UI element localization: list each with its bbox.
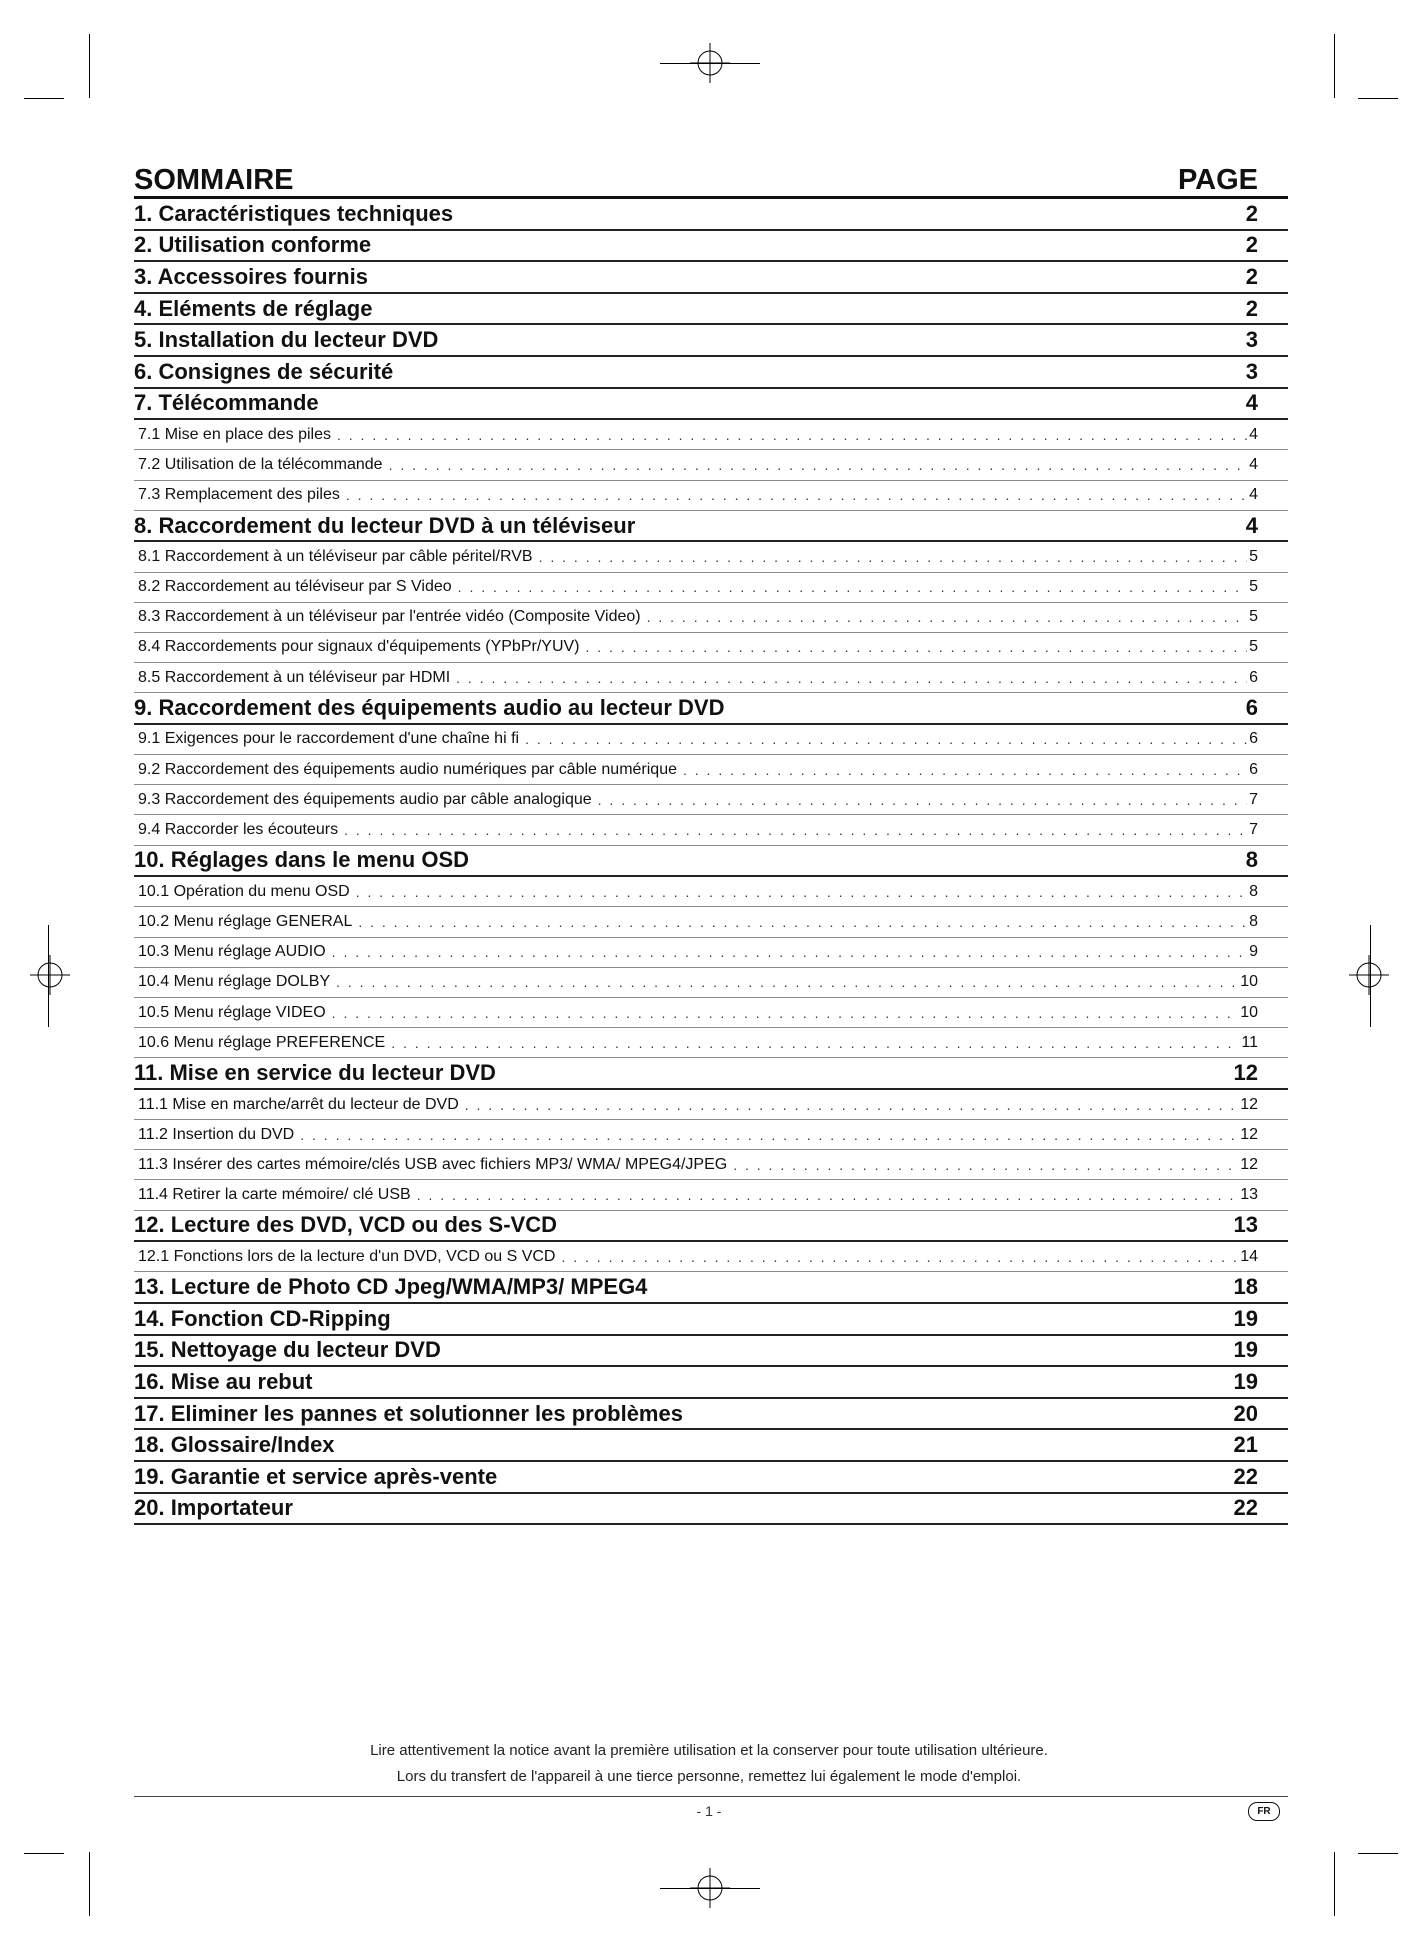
- toc-section: [134, 389, 1288, 421]
- toc-subsection: [134, 938, 1288, 968]
- toc-section: [134, 231, 1288, 263]
- dot-leader: [598, 792, 1247, 808]
- toc-section-title: 10. Réglages dans le menu OSD: [134, 847, 470, 873]
- dot-leader: [683, 762, 1247, 778]
- toc-section-title: 8. Raccordement du lecteur DVD à un téléviseur: [134, 512, 636, 538]
- toc-page-header: PAGE: [1177, 164, 1258, 196]
- toc-title: SOMMAIRE: [134, 164, 294, 196]
- toc-subsection-page: 4: [1249, 425, 1258, 443]
- toc-subsection-page: 12: [1240, 1155, 1258, 1173]
- toc-section-page: 19: [1233, 1337, 1258, 1363]
- dot-leader: [300, 1127, 1238, 1143]
- toc-section-page: 3: [1245, 327, 1258, 353]
- dot-leader: [561, 1249, 1238, 1265]
- crop-mark: [24, 1853, 64, 1854]
- toc-subsection: [134, 1180, 1288, 1210]
- toc-subsection-title: 8.3 Raccordement à un téléviseur par l'entrée vidéo (Composite Video): [138, 608, 641, 626]
- toc-subsection-title: 11.2 Insertion du DVD: [138, 1125, 295, 1143]
- toc-subsection: [134, 450, 1288, 480]
- toc-section: [134, 693, 1288, 725]
- toc-subsection: [134, 877, 1288, 907]
- crop-mark: [1358, 98, 1398, 99]
- crop-mark: [1358, 1853, 1398, 1854]
- toc-subsection: [134, 573, 1288, 603]
- toc-subsection-title: 11.4 Retirer la carte mémoire/ clé USB: [138, 1186, 411, 1204]
- toc-subsection-page: 5: [1249, 638, 1258, 656]
- toc-subsection-title: 8.4 Raccordements pour signaux d'équipements (YPbPr/YUV): [138, 638, 580, 656]
- toc-subsection-title: 10.5 Menu réglage VIDEO: [138, 1003, 326, 1021]
- toc-subsection-page: 13: [1240, 1186, 1258, 1204]
- toc-section-title: 11. Mise en service du lecteur DVD: [134, 1060, 496, 1086]
- toc-section-page: 2: [1245, 295, 1258, 321]
- toc-section-page: 13: [1233, 1212, 1258, 1238]
- toc-subsection-title: 8.1 Raccordement à un téléviseur par câble péritel/RVB: [138, 547, 533, 565]
- footer-notice-line: Lors du transfert de l'appareil à une tierce personne, remettez lui également le mode d'emploi.: [396, 1768, 1022, 1785]
- dot-leader: [336, 974, 1238, 990]
- toc-section-title: 1. Caractéristiques techniques: [134, 200, 454, 226]
- dot-leader: [733, 1157, 1238, 1173]
- toc-subsection-page: 14: [1240, 1247, 1258, 1265]
- toc-subsection-title: 9.1 Exigences pour le raccordement d'une chaîne hi fi: [138, 730, 520, 748]
- toc-subsection: [134, 481, 1288, 511]
- toc-subsection-page: 8: [1249, 912, 1258, 930]
- crop-mark: [89, 34, 90, 98]
- toc-section-title: 7. Télécommande: [134, 390, 319, 416]
- toc-section-page: 18: [1233, 1274, 1258, 1300]
- toc-subsection-title: 10.3 Menu réglage AUDIO: [138, 943, 326, 961]
- dot-leader: [586, 639, 1248, 655]
- toc-section: [134, 1430, 1288, 1462]
- toc-subsection-page: 11: [1241, 1033, 1258, 1051]
- toc-section: [134, 511, 1288, 543]
- toc-section-title: 14. Fonction CD-Ripping: [134, 1305, 391, 1331]
- toc-subsection: [134, 1242, 1288, 1272]
- toc-subsection-title: 9.3 Raccordement des équipements audio par câble analogique: [138, 790, 592, 808]
- toc-subsection: [134, 420, 1288, 450]
- crop-mark: [1334, 34, 1335, 98]
- registration-mark-icon: [1349, 955, 1389, 995]
- toc-section-title: 2. Utilisation conforme: [134, 232, 372, 258]
- toc-subsection-title: 11.1 Mise en marche/arrêt du lecteur de DVD: [138, 1095, 459, 1113]
- toc-section-title: 12. Lecture des DVD, VCD ou des S-VCD: [134, 1212, 557, 1238]
- dot-leader: [337, 427, 1247, 443]
- toc-section: [134, 294, 1288, 326]
- toc-section: [134, 1336, 1288, 1368]
- toc-section-page: 20: [1233, 1400, 1258, 1426]
- toc-subsection-page: 5: [1249, 578, 1258, 596]
- toc-subsection-page: 7: [1249, 790, 1258, 808]
- toc-section-title: 16. Mise au rebut: [134, 1369, 313, 1395]
- toc-subsection-page: 12: [1240, 1095, 1258, 1113]
- toc-section: [134, 199, 1288, 231]
- toc-subsection: [134, 1150, 1288, 1180]
- toc-section-page: 2: [1245, 200, 1258, 226]
- page-number: - 1 -: [696, 1803, 722, 1819]
- toc-section-title: 3. Accessoires fournis: [134, 263, 368, 289]
- crop-mark: [1334, 1852, 1335, 1916]
- toc-subsection-title: 10.2 Menu réglage GENERAL: [138, 912, 353, 930]
- toc-subsection-title: 10.4 Menu réglage DOLBY: [138, 973, 331, 991]
- toc-subsection-page: 4: [1249, 486, 1258, 504]
- toc-subsection-title: 10.1 Opération du menu OSD: [138, 882, 350, 900]
- toc-subsection: [134, 633, 1288, 663]
- crop-mark: [89, 1852, 90, 1916]
- toc-subsection: [134, 815, 1288, 845]
- toc-section-page: 2: [1245, 263, 1258, 289]
- toc-section: [134, 1058, 1288, 1090]
- toc-list: [134, 199, 1288, 1525]
- toc-subsection-page: 8: [1249, 882, 1258, 900]
- toc-section-title: 13. Lecture de Photo CD Jpeg/WMA/MP3/ MPEG4: [134, 1274, 648, 1300]
- toc-subsection-page: 5: [1249, 608, 1258, 626]
- toc-section-page: 22: [1233, 1495, 1258, 1521]
- toc-section: [134, 846, 1288, 878]
- toc-section-page: 6: [1245, 695, 1258, 721]
- registration-mark-icon: [690, 43, 730, 83]
- toc-subsection: [134, 663, 1288, 693]
- toc-subsection-title: 9.4 Raccorder les écouteurs: [138, 821, 339, 838]
- toc-section-title: 6. Consignes de sécurité: [134, 358, 394, 384]
- toc-section-page: 8: [1245, 847, 1258, 873]
- registration-mark-icon: [690, 1868, 730, 1908]
- toc-section: [134, 1367, 1288, 1399]
- toc-subsection: [134, 542, 1288, 572]
- toc-subsection-page: 10: [1240, 973, 1258, 991]
- toc-section: [134, 325, 1288, 357]
- toc-section-title: 20. Importateur: [134, 1495, 293, 1521]
- dot-leader: [389, 457, 1248, 473]
- dot-leader: [332, 944, 1247, 960]
- language-badge: FR: [1248, 1802, 1280, 1821]
- toc-subsection-page: 6: [1249, 760, 1258, 778]
- toc-section: [134, 357, 1288, 389]
- dot-leader: [344, 822, 1247, 838]
- toc-subsection: [134, 968, 1288, 998]
- crop-mark: [24, 98, 64, 99]
- toc-section-page: 4: [1245, 512, 1258, 538]
- toc-subsection-title: 11.3 Insérer des cartes mémoire/clés USB avec fichiers MP3/ WMA/ MPEG4/JPEG: [138, 1155, 728, 1173]
- dot-leader: [525, 731, 1247, 747]
- toc-subsection-title: 7.3 Remplacement des piles: [138, 486, 340, 504]
- footer-notice-line: Lire attentivement la notice avant la première utilisation et la conserver pour toute utilisation ultérieure.: [370, 1742, 1048, 1759]
- toc-subsection-page: 10: [1240, 1003, 1258, 1021]
- toc-section-page: 19: [1233, 1369, 1258, 1395]
- toc-subsection-title: 10.6 Menu réglage PREFERENCE: [138, 1033, 386, 1051]
- toc-subsection-title: 9.2 Raccordement des équipements audio numériques par câble numérique: [138, 760, 677, 778]
- toc-section-title: 15. Nettoyage du lecteur DVD: [134, 1337, 441, 1363]
- toc-section-title: 19. Garantie et service après-vente: [134, 1463, 498, 1489]
- table-of-contents: [134, 160, 1288, 1525]
- toc-subsection: [134, 785, 1288, 815]
- toc-subsection-title: 7.2 Utilisation de la télécommande: [138, 455, 383, 473]
- toc-section-page: 12: [1233, 1060, 1258, 1086]
- toc-subsection-page: 4: [1249, 455, 1258, 473]
- toc-subsection: [134, 998, 1288, 1028]
- dot-leader: [456, 670, 1247, 686]
- toc-section-title: 4. Eléments de réglage: [134, 295, 373, 321]
- registration-mark-icon: [30, 955, 70, 995]
- toc-subsection-title: 7.1 Mise en place des piles: [138, 425, 331, 443]
- toc-section: [134, 1304, 1288, 1336]
- toc-subsection: [134, 1090, 1288, 1120]
- toc-subsection-page: 12: [1240, 1125, 1258, 1143]
- toc-section-page: 19: [1233, 1305, 1258, 1331]
- toc-section: [134, 1462, 1288, 1494]
- toc-section-page: 4: [1245, 390, 1258, 416]
- toc-section-page: 22: [1233, 1463, 1258, 1489]
- toc-subsection-title: 12.1 Fonctions lors de la lecture d'un DVD, VCD ou S VCD: [138, 1247, 556, 1265]
- toc-subsection-page: 7: [1249, 821, 1258, 838]
- toc-subsection: [134, 1120, 1288, 1150]
- toc-section-title: 17. Eliminer les pannes et solutionner les problèmes: [134, 1400, 683, 1426]
- toc-section: [134, 262, 1288, 294]
- dot-leader: [458, 579, 1247, 595]
- toc-section-title: 9. Raccordement des équipements audio au lecteur DVD: [134, 695, 725, 721]
- footer-notice: [0, 1738, 1418, 1790]
- toc-section: [134, 1211, 1288, 1243]
- toc-subsection-page: 6: [1249, 730, 1258, 748]
- toc-subsection-title: 8.5 Raccordement à un téléviseur par HDMI: [138, 668, 451, 686]
- toc-subsection-page: 6: [1249, 668, 1258, 686]
- toc-subsection-page: 9: [1249, 943, 1258, 961]
- toc-subsection: [134, 755, 1288, 785]
- dot-leader: [346, 487, 1247, 503]
- toc-section-page: 2: [1245, 232, 1258, 258]
- toc-section: [134, 1272, 1288, 1304]
- dot-leader: [332, 1005, 1239, 1021]
- toc-section-page: 21: [1233, 1432, 1258, 1458]
- toc-subsection-page: 5: [1249, 547, 1258, 565]
- dot-leader: [391, 1035, 1239, 1051]
- toc-header: [134, 160, 1288, 199]
- toc-subsection: [134, 1028, 1288, 1058]
- dot-leader: [356, 884, 1247, 900]
- toc-subsection: [134, 907, 1288, 937]
- toc-section: [134, 1399, 1288, 1431]
- toc-subsection-title: 8.2 Raccordement au téléviseur par S Video: [138, 578, 452, 596]
- footer-divider: [134, 1796, 1288, 1797]
- toc-subsection: [134, 725, 1288, 755]
- dot-leader: [647, 609, 1248, 625]
- toc-section-page: 3: [1245, 358, 1258, 384]
- toc-subsection: [134, 603, 1288, 633]
- dot-leader: [465, 1097, 1238, 1113]
- toc-section-title: 5. Installation du lecteur DVD: [134, 327, 439, 353]
- toc-section: [134, 1494, 1288, 1526]
- dot-leader: [358, 914, 1247, 930]
- dot-leader: [417, 1187, 1239, 1203]
- dot-leader: [539, 549, 1248, 565]
- toc-section-title: 18. Glossaire/Index: [134, 1432, 335, 1458]
